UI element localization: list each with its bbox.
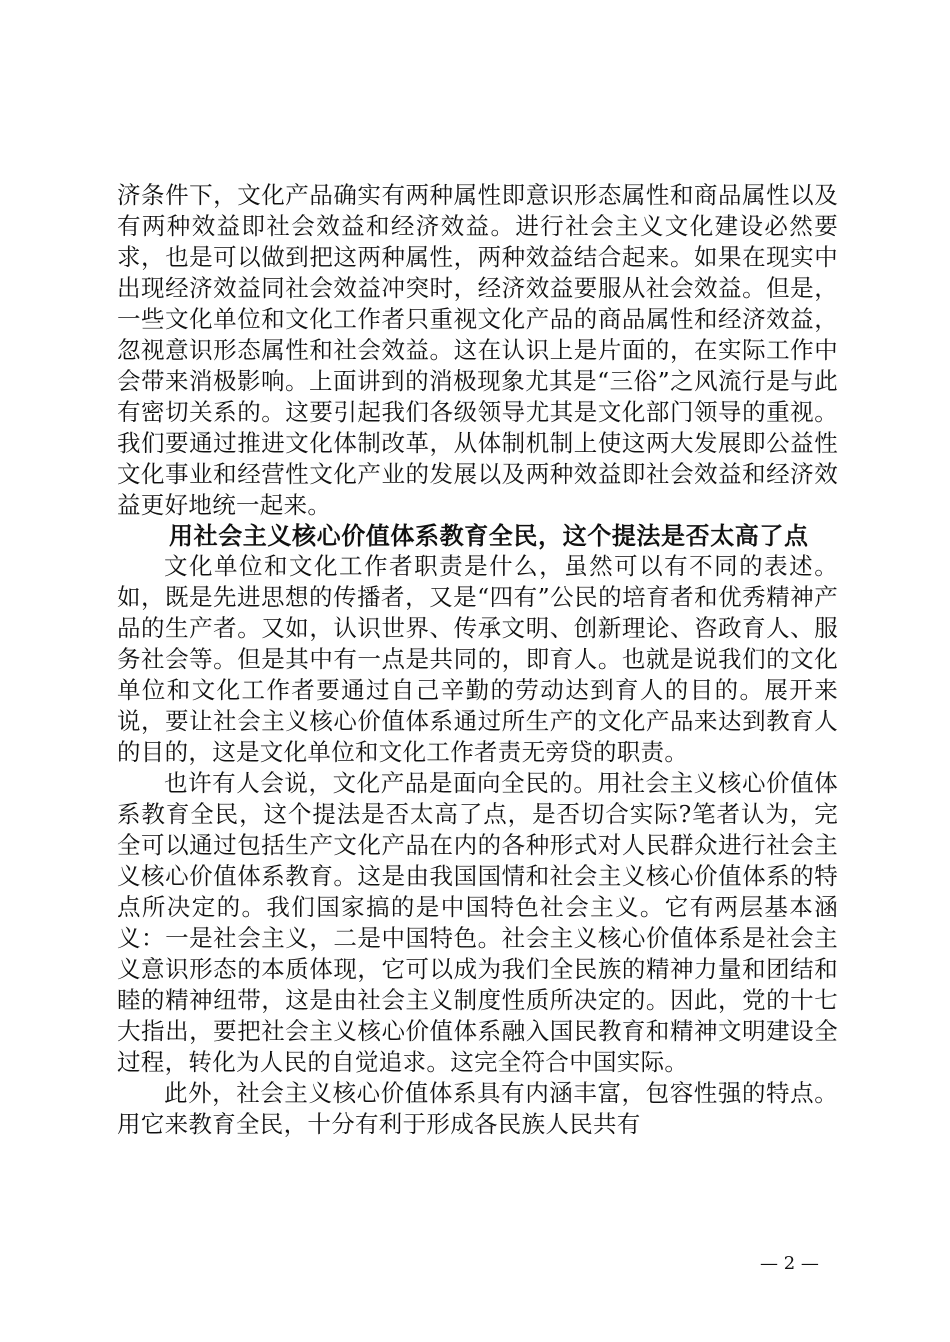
section-heading: 用社会主义核心价值体系教育全民，这个提法是否太高了点 (169, 522, 809, 550)
body-paragraph: 此外，社会主义核心价值体系具有内涵丰富，包容性强的特点。用它来教育全民，十分有利于形成各民族人民共有 (117, 1079, 838, 1138)
body-paragraph-continued: 济条件下，文化产品确实有两种属性即意识形态属性和商品属性以及有两种效益即社会效益和经济效益。进行社会主义文化建设必然要求，也是可以做到把这两种属性，两种效益结合起来。如果在现实中出现经济效益同社会效益冲突时，经济效益要服从社会效益。但是，一些文化单位和文化工作者只重视文化产品的商品属性和经济效益，忽视意识形态属性和社会效益。这在认识上是片面的，在实际工作中会带来消极影响。上面讲到的消极现象尤其是“三俗”之风流行是与此有密切关系的。这要引起我们各级领导尤其是文化部门领导的重视。我们要通过推进文化体制改革，从体制机制上使这两大发展即公益性文化事业和经营性文化产业的发展以及两种效益即社会效益和经济效益更好地统一起来。 (117, 181, 838, 519)
body-paragraph: 也许有人会说，文化产品是面向全民的。用社会主义核心价值体系教育全民，这个提法是否太高了点，是否切合实际?笔者认为，完全可以通过包括生产文化产品在内的各种形式对人民群众进行社会主义核心价值体系教育。这是由我国国情和社会主义核心价值体系的特点所决定的。我们国家搞的是中国特色社会主义。它有两层基本涵义：一是社会主义，二是中国特色。社会主义核心价值体系是社会主义意识形态的本质体现，它可以成为我们全民族的精神力量和团结和睦的精神纽带，这是由社会主义制度性质所决定的。因此，党的十七大指出，要把社会主义核心价值体系融入国民教育和精神文明建设全过程，转化为人民的自觉追求。这完全符合中国实际。 (117, 769, 838, 1076)
page-number: — 2 — (760, 1253, 819, 1274)
body-paragraph: 文化单位和文化工作者职责是什么，虽然可以有不同的表述。如，既是先进思想的传播者，又是“四有”公民的培育者和优秀精神产品的生产者。又如，认识世界、传承文明、创新理论、咨政育人、服务社会等。但是其中有一点是共同的，即育人。也就是说我们的文化单位和文化工作者要通过自己辛勤的劳动达到育人的目的。展开来说，要让社会主义核心价值体系通过所生产的文化产品来达到教育人的目的，这是文化单位和文化工作者责无旁贷的职责。 (117, 552, 838, 766)
document-page (117, 180, 838, 1140)
